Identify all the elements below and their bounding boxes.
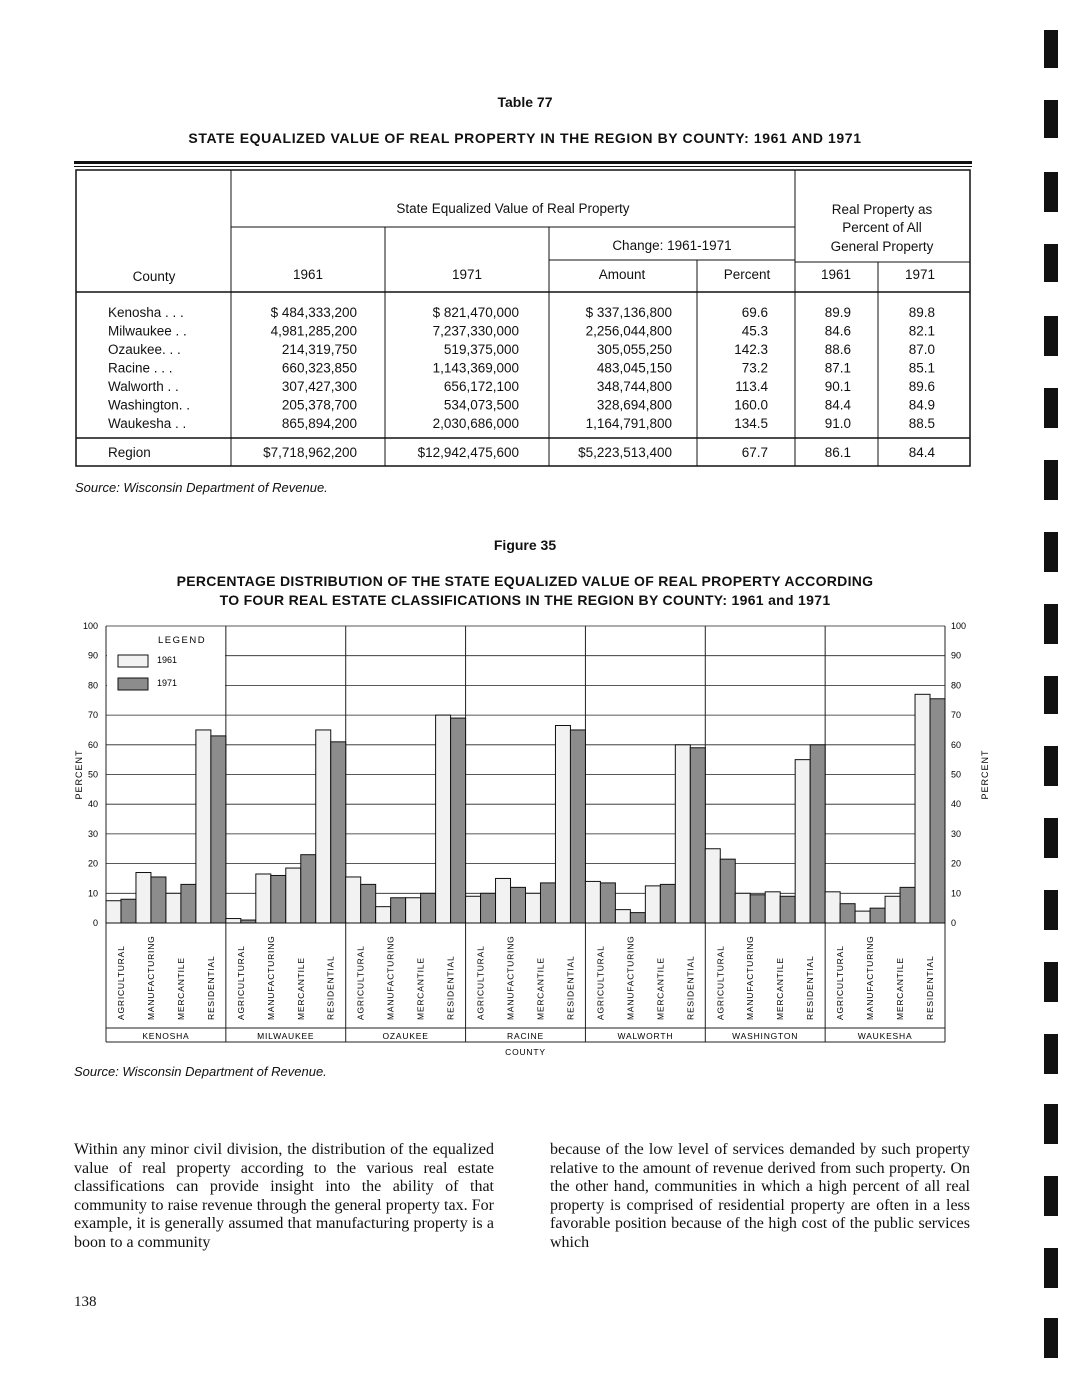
edge-mark — [1044, 676, 1058, 714]
bar-1961-washington-mercantile — [765, 892, 780, 923]
cell-v1961: 307,427,300 — [281, 379, 357, 394]
total-v1971: $12,942,475,600 — [417, 445, 519, 460]
cell-p1961: 88.6 — [824, 342, 851, 357]
x-tick-agricultural: AGRICULTURAL — [595, 945, 606, 1020]
bar-1971-kenosha-agricultural — [121, 899, 136, 923]
edge-mark — [1044, 1176, 1058, 1216]
bar-1961-waukesha-manufacturing — [855, 911, 870, 923]
bar-1971-waukesha-manufacturing — [870, 908, 885, 923]
x-tick-residential: RESIDENTIAL — [445, 955, 456, 1020]
edge-mark — [1044, 388, 1058, 428]
cell-p1961: 90.1 — [824, 379, 851, 394]
figure-number: Figure 35 — [493, 537, 557, 553]
bar-1961-racine-mercantile — [526, 893, 541, 923]
legend-label-1971: 1971 — [157, 678, 178, 688]
cell-p1971: 85.1 — [908, 360, 935, 376]
y-tick-right: 20 — [951, 858, 962, 869]
y-tick-right: 0 — [951, 918, 957, 928]
cell-amount: 348,744,800 — [596, 379, 672, 394]
table-number: Table 77 — [497, 94, 553, 110]
x-tick-mercantile: MERCANTILE — [295, 957, 306, 1020]
bar-1971-ozaukee-residential — [451, 718, 466, 923]
cell-p1961: 87.1 — [824, 360, 851, 376]
y-tick-right: 100 — [951, 621, 967, 631]
cell-v1971: 519,375,000 — [443, 342, 519, 357]
x-tick-mercantile: MERCANTILE — [655, 957, 666, 1020]
y-tick-right: 30 — [951, 828, 962, 839]
bar-1961-washington-agricultural — [705, 849, 720, 923]
county-label: RACINE — [507, 1031, 544, 1041]
cell-amount: 1,164,791,800 — [585, 416, 672, 431]
header-real-property-1: Real Property as — [831, 202, 933, 217]
bar-1961-racine-residential — [555, 725, 570, 923]
table-title: STATE EQUALIZED VALUE OF REAL PROPERTY IN THE REGION BY COUNTY: 1961 AND 1971 — [188, 130, 862, 146]
edge-mark — [1044, 746, 1058, 786]
y-tick-right: 50 — [951, 769, 962, 780]
cell-county: Milwaukee . . — [108, 323, 187, 339]
cell-v1961: 660,323,850 — [281, 360, 357, 376]
header-real-property-3: General Property — [830, 239, 934, 254]
total-county: Region — [108, 445, 151, 460]
bar-1971-waukesha-mercantile — [900, 887, 915, 923]
bar-1971-washington-agricultural — [720, 859, 735, 923]
cell-v1971: 656,172,100 — [443, 379, 519, 394]
edge-mark — [1044, 316, 1058, 356]
cell-p1971: 87.0 — [908, 342, 935, 357]
cell-p1971: 88.5 — [908, 416, 935, 431]
cell-v1971: 7,237,330,000 — [432, 323, 519, 339]
total-v1961: $7,718,962,200 — [263, 445, 357, 460]
cell-p1971: 89.8 — [908, 305, 935, 320]
cell-percent: 160.0 — [734, 397, 768, 413]
y-tick-right: 10 — [951, 888, 962, 899]
y-tick-left: 30 — [87, 828, 98, 839]
bar-1971-racine-mercantile — [540, 883, 555, 923]
y-tick-left: 100 — [82, 621, 98, 631]
bar-1961-waukesha-mercantile — [885, 896, 900, 923]
cell-v1961: 214,319,750 — [281, 342, 357, 357]
bar-1971-washington-manufacturing — [750, 895, 765, 923]
total-p1971: 84.4 — [908, 445, 935, 460]
bar-1961-washington-manufacturing — [735, 893, 750, 923]
bar-1961-kenosha-mercantile — [166, 893, 181, 923]
bar-1961-washington-residential — [795, 760, 810, 923]
county-label: KENOSHA — [142, 1031, 190, 1041]
header-pct-1961: 1961 — [820, 267, 852, 282]
x-axis-label: COUNTY — [505, 1047, 546, 1057]
edge-mark — [1044, 100, 1058, 138]
cell-county: Kenosha . . . — [108, 305, 184, 320]
bar-1971-walworth-manufacturing — [630, 913, 645, 923]
figure-source: Source: Wisconsin Department of Revenue. — [74, 1064, 327, 1079]
cell-amount: 305,055,250 — [596, 342, 672, 357]
edge-mark — [1044, 1248, 1058, 1288]
edge-mark — [1044, 890, 1058, 930]
bar-1961-ozaukee-agricultural — [346, 877, 361, 923]
cell-amount: 2,256,044,800 — [585, 323, 672, 339]
bar-1961-walworth-manufacturing — [615, 910, 630, 923]
bar-1961-ozaukee-mercantile — [406, 898, 421, 923]
bar-1961-milwaukee-residential — [316, 730, 331, 923]
x-tick-manufacturing: MANUFACTURING — [745, 935, 756, 1020]
x-tick-agricultural: AGRICULTURAL — [715, 945, 726, 1020]
edge-mark — [1044, 1034, 1058, 1074]
x-tick-mercantile: MERCANTILE — [415, 957, 426, 1020]
cell-v1971: 534,073,500 — [443, 397, 519, 413]
bar-1971-kenosha-manufacturing — [151, 877, 166, 923]
x-tick-mercantile: MERCANTILE — [535, 957, 546, 1020]
figure-title — [140, 572, 910, 610]
bar-1971-kenosha-mercantile — [181, 884, 196, 923]
y-tick-left: 70 — [87, 710, 98, 721]
y-tick-right: 60 — [951, 739, 962, 750]
table-source: Source: Wisconsin Department of Revenue. — [75, 480, 328, 495]
edge-mark — [1044, 460, 1058, 500]
y-tick-right: 90 — [951, 650, 962, 661]
cell-amount: 328,694,800 — [596, 397, 672, 413]
header-1971: 1971 — [451, 267, 483, 282]
cell-p1971: 89.6 — [908, 379, 935, 394]
county-label: WASHINGTON — [732, 1031, 799, 1041]
bar-1971-racine-residential — [570, 730, 585, 923]
county-label: WAUKESHA — [857, 1031, 913, 1041]
legend — [107, 627, 225, 695]
edge-mark — [1044, 818, 1058, 858]
bar-1961-walworth-agricultural — [585, 881, 600, 923]
cell-percent: 134.5 — [734, 416, 768, 431]
cell-p1971: 84.9 — [908, 397, 935, 413]
x-tick-residential: RESIDENTIAL — [805, 955, 816, 1020]
bar-1961-kenosha-residential — [196, 730, 211, 923]
header-change: Change: 1961-1971 — [612, 238, 732, 253]
bar-1961-milwaukee-mercantile — [286, 868, 301, 923]
bar-1971-milwaukee-manufacturing — [271, 875, 286, 923]
cell-county: Racine . . . — [108, 360, 173, 376]
bar-1961-walworth-mercantile — [645, 886, 660, 923]
total-amount: $5,223,513,400 — [578, 445, 672, 460]
x-tick-manufacturing: MANUFACTURING — [505, 935, 516, 1020]
cell-county: Waukesha . . — [108, 416, 187, 431]
x-tick-residential: RESIDENTIAL — [325, 955, 336, 1020]
x-tick-agricultural: AGRICULTURAL — [475, 945, 486, 1020]
bar-1961-kenosha-agricultural — [106, 901, 121, 923]
bar-1971-waukesha-agricultural — [840, 904, 855, 923]
cell-percent: 113.4 — [735, 379, 768, 394]
cell-amount: 483,045,150 — [596, 360, 672, 376]
edge-mark — [1044, 30, 1058, 68]
bar-1971-washington-mercantile — [780, 896, 795, 923]
cell-p1961: 84.4 — [824, 397, 851, 413]
legend-title: LEGEND — [158, 635, 207, 646]
cell-p1961: 91.0 — [824, 416, 851, 431]
cell-percent: 142.3 — [734, 342, 768, 357]
bar-1971-walworth-residential — [690, 748, 705, 923]
x-tick-manufacturing: MANUFACTURING — [865, 935, 876, 1020]
bar-1971-kenosha-residential — [211, 736, 226, 923]
bar-1971-walworth-agricultural — [600, 883, 615, 923]
cell-v1971: 2,030,686,000 — [432, 416, 519, 431]
bar-1971-washington-residential — [810, 745, 825, 923]
y-tick-left: 50 — [87, 769, 98, 780]
bar-chart — [0, 615, 1066, 1070]
x-tick-mercantile: MERCANTILE — [175, 957, 186, 1020]
y-tick-left: 60 — [87, 739, 98, 750]
bar-1961-ozaukee-residential — [436, 715, 451, 923]
cell-p1961: 89.9 — [824, 305, 851, 320]
y-axis-label-right: PERCENT — [980, 749, 990, 800]
edge-mark — [1044, 1104, 1058, 1144]
bar-1971-walworth-mercantile — [660, 884, 675, 923]
x-tick-residential: RESIDENTIAL — [565, 955, 576, 1020]
x-tick-mercantile: MERCANTILE — [775, 957, 786, 1020]
legend-swatch-1971 — [118, 678, 148, 690]
bar-1961-walworth-residential — [675, 745, 690, 923]
x-tick-agricultural: AGRICULTURAL — [235, 945, 246, 1020]
y-tick-left: 40 — [87, 799, 98, 810]
cell-percent: 45.3 — [741, 323, 768, 339]
bar-1961-ozaukee-manufacturing — [376, 907, 391, 923]
bar-1961-milwaukee-agricultural — [226, 919, 241, 923]
legend-swatch-1961 — [118, 655, 148, 667]
x-tick-agricultural: AGRICULTURAL — [115, 945, 126, 1020]
county-label: MILWAUKEE — [257, 1031, 315, 1041]
x-tick-agricultural: AGRICULTURAL — [835, 945, 846, 1020]
x-tick-manufacturing: MANUFACTURING — [265, 935, 276, 1020]
header-1961: 1961 — [292, 267, 324, 282]
y-tick-left: 90 — [87, 650, 98, 661]
cell-v1961: $ 484,333,200 — [270, 305, 357, 320]
edge-mark — [1044, 604, 1058, 644]
cell-v1961: 4,981,285,200 — [270, 323, 357, 339]
page-number: 138 — [74, 1294, 97, 1310]
header-pct-1971: 1971 — [904, 267, 936, 282]
data-table — [0, 0, 1066, 500]
bar-1971-ozaukee-manufacturing — [391, 898, 406, 923]
bar-1961-kenosha-manufacturing — [136, 873, 151, 923]
y-tick-left: 0 — [92, 918, 98, 928]
y-tick-right: 80 — [951, 680, 962, 691]
edge-mark — [1044, 172, 1058, 212]
bar-1961-waukesha-residential — [915, 694, 930, 923]
edge-mark — [1044, 1318, 1058, 1358]
bar-1961-racine-manufacturing — [496, 878, 511, 923]
cell-v1961: 865,894,200 — [281, 416, 357, 431]
bar-1971-racine-agricultural — [481, 893, 496, 923]
cell-p1961: 84.6 — [824, 323, 851, 339]
x-tick-manufacturing: MANUFACTURING — [385, 935, 396, 1020]
figure-title-line2: TO FOUR REAL ESTATE CLASSIFICATIONS IN THE REGION BY COUNTY: 1961 and 1971 — [219, 592, 831, 608]
cell-v1971: $ 821,470,000 — [432, 305, 519, 320]
header-percent: Percent — [723, 267, 771, 282]
county-label: OZAUKEE — [382, 1031, 429, 1041]
edge-mark — [1044, 244, 1058, 282]
cell-p1971: 82.1 — [908, 323, 935, 339]
bar-1961-waukesha-agricultural — [825, 892, 840, 923]
cell-county: Ozaukee. . . — [108, 342, 181, 357]
bar-1971-milwaukee-agricultural — [241, 920, 256, 923]
cell-county: Walworth . . — [108, 379, 179, 394]
bar-1971-ozaukee-agricultural — [361, 884, 376, 923]
bar-1971-waukesha-residential — [930, 699, 945, 923]
y-axis-label-left: PERCENT — [74, 749, 84, 800]
x-tick-residential: RESIDENTIAL — [685, 955, 696, 1020]
body-column-1: Within any minor civil division, the distribution of the equalized value of real property according to the various real estate classifications can provide insight into the ability of that community to raise revenue through the general property tax. For example, it is generally assumed that manufacturing property is a boon to a community — [74, 1141, 494, 1251]
y-tick-right: 40 — [951, 799, 962, 810]
header-state-equalized-value: State Equalized Value of Real Property — [396, 201, 630, 216]
x-tick-residential: RESIDENTIAL — [925, 955, 936, 1020]
county-label: WALWORTH — [617, 1031, 674, 1041]
x-tick-manufacturing: MANUFACTURING — [145, 935, 156, 1020]
header-county: County — [132, 269, 176, 284]
cell-v1971: 1,143,369,000 — [432, 360, 519, 376]
edge-mark — [1044, 962, 1058, 1002]
x-tick-agricultural: AGRICULTURAL — [355, 945, 366, 1020]
y-tick-left: 20 — [87, 858, 98, 869]
bar-1971-racine-manufacturing — [511, 887, 526, 923]
cell-county: Washington. . — [108, 397, 191, 413]
total-percent: 67.7 — [741, 445, 768, 460]
x-tick-mercantile: MERCANTILE — [895, 957, 906, 1020]
cell-percent: 69.6 — [741, 305, 768, 320]
bar-1961-milwaukee-manufacturing — [256, 874, 271, 923]
cell-v1961: 205,378,700 — [281, 397, 357, 413]
legend-label-1961: 1961 — [157, 655, 178, 665]
header-real-property-2: Percent of All — [842, 220, 922, 235]
cell-percent: 73.2 — [741, 360, 768, 376]
bar-1971-milwaukee-residential — [331, 742, 346, 923]
header-amount: Amount — [598, 267, 646, 282]
y-tick-right: 70 — [951, 710, 962, 721]
figure-title-line1: PERCENTAGE DISTRIBUTION OF THE STATE EQUALIZED VALUE OF REAL PROPERTY ACCORDING — [176, 573, 874, 589]
x-tick-manufacturing: MANUFACTURING — [625, 935, 636, 1020]
y-tick-left: 10 — [87, 888, 98, 899]
y-tick-left: 80 — [87, 680, 98, 691]
total-p1961: 86.1 — [824, 445, 851, 460]
edge-mark — [1044, 532, 1058, 572]
body-column-2: because of the low level of services demanded by such property relative to the amount of revenue derived from such property. On the other hand, communities in which a high percent of all real property is comprised of residential property are often in a less favorable position because of the high cost of the public services which — [550, 1141, 970, 1251]
x-tick-residential: RESIDENTIAL — [205, 955, 216, 1020]
bar-1961-racine-agricultural — [466, 896, 481, 923]
cell-amount: $ 337,136,800 — [585, 305, 672, 320]
bar-1971-ozaukee-mercantile — [421, 893, 436, 923]
bar-1971-milwaukee-mercantile — [301, 855, 316, 923]
